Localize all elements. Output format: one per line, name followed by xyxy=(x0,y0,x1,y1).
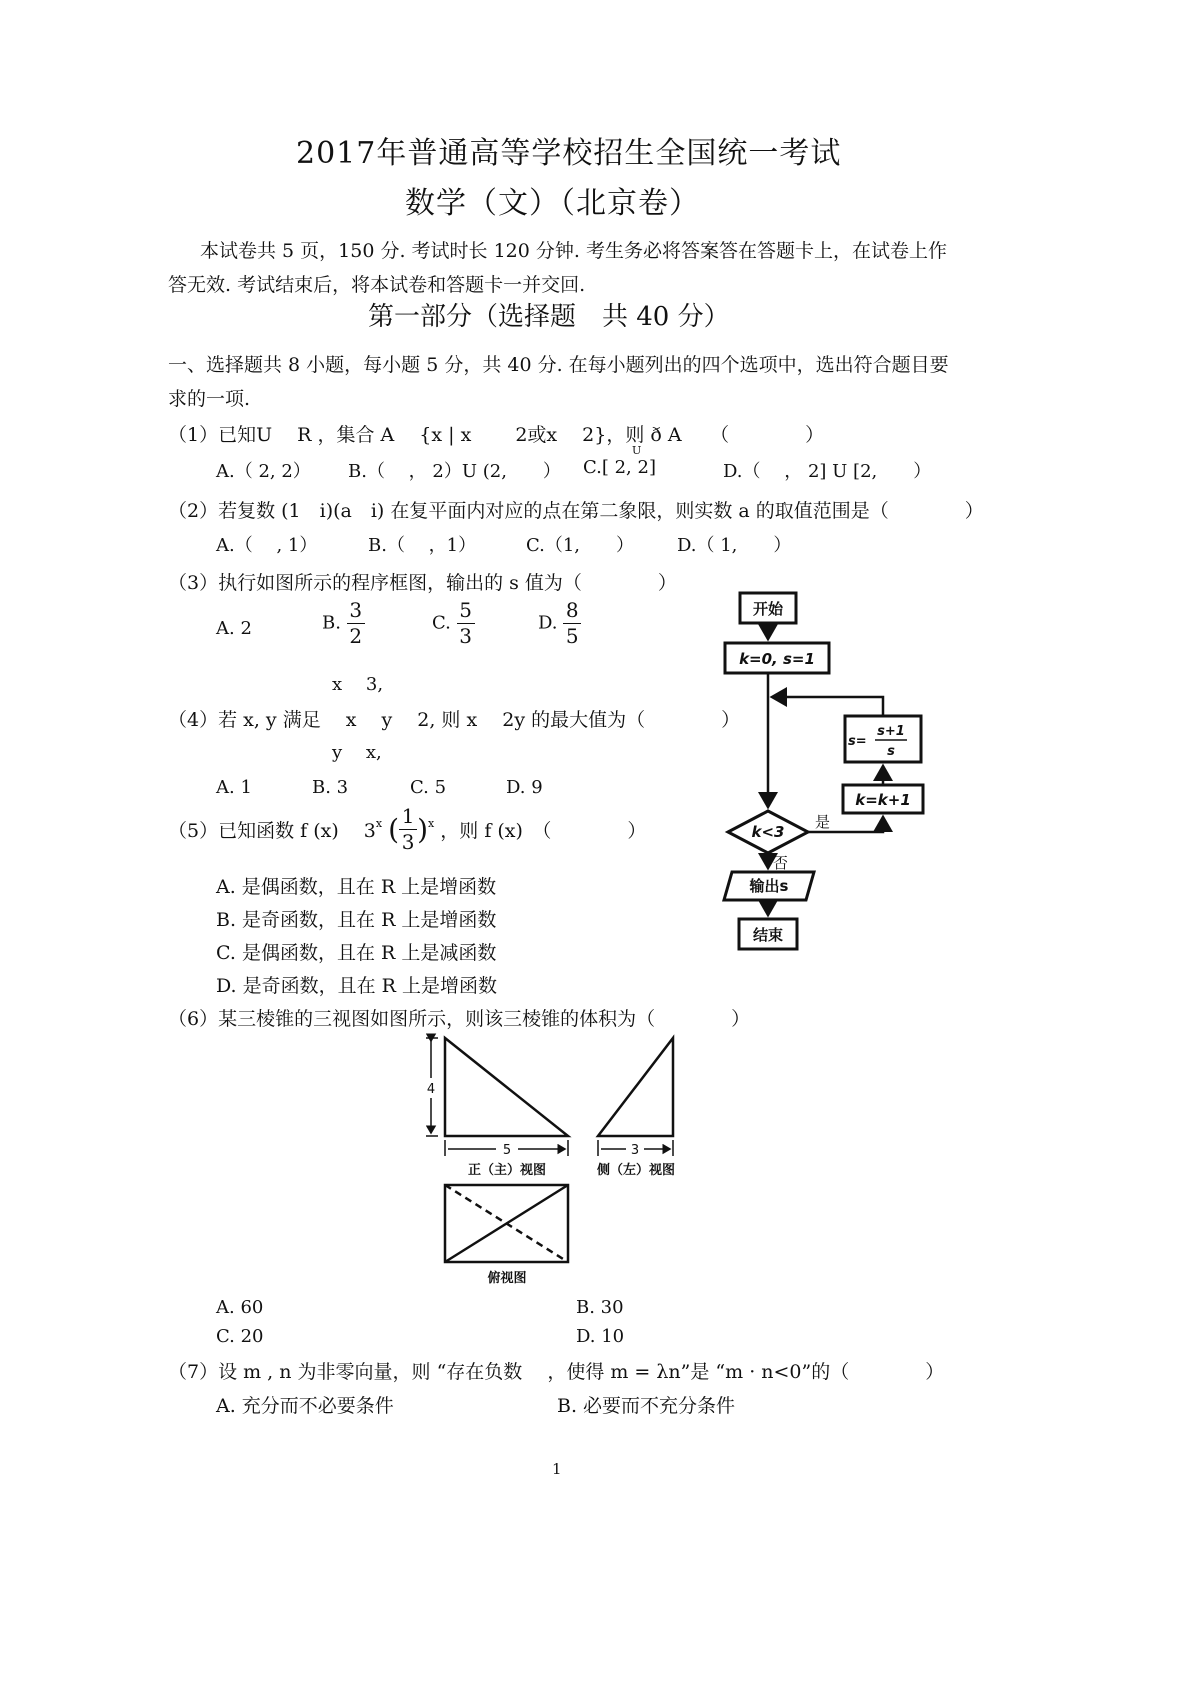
q5-stem: （5）已知函数 f (x) 3$^x$ ( $\frac{1}{3}$ )$^x$ ，则 f (x) （ ） xyxy=(168,804,647,854)
q5-fraction: $\frac{1}{3}$ xyxy=(399,806,417,853)
part1-intro-line-2: 求的一项. xyxy=(168,388,251,410)
q5-exponent-x-2: x xyxy=(428,817,435,831)
flowchart-end-label: 结束 xyxy=(752,926,784,944)
q7-option-a: A. 充分而不必要条件 xyxy=(216,1395,394,1417)
q4-option-d: D. 9 xyxy=(506,777,543,798)
q1-stem: （1）已知U R ，集合 A {x | x 2或x 2}，则 ð A （ ） xyxy=(168,424,825,446)
q2-option-d: D.（ 1, ） xyxy=(677,535,792,556)
flowchart-output-label: 输出s xyxy=(749,877,789,895)
part1-heading: 第一部分（选择题 共 40 分） xyxy=(368,302,730,332)
flowchart-no-label: 否 xyxy=(773,854,789,872)
q5-option-d: D. 是奇函数，且在 R 上是增函数 xyxy=(216,975,498,997)
q4-option-b: B. 3 xyxy=(312,777,349,798)
q3-option-c xyxy=(432,600,475,647)
q3-option-b-label: B. xyxy=(322,612,341,634)
top-view-label: 俯视图 xyxy=(487,1271,527,1286)
q7-stem: （7）设 m , n 为非零向量，则 “存在负数 ，使得 m = λn”是 “m · n<0”的（ ） xyxy=(168,1361,945,1383)
q7-option-b: B. 必要而不充分条件 xyxy=(557,1395,736,1417)
q5-exponent-x: x xyxy=(375,817,383,831)
flowchart-update-k-label: k=k+1 xyxy=(855,791,911,809)
q1-option-a: A.（ 2, 2） xyxy=(216,461,311,482)
q4-stem: （4）若 x, y 满足 x y 2, 则 x 2y 的最大值为（ ） xyxy=(168,709,741,731)
q3-option-c-fraction: $\frac{5}{3}$ xyxy=(457,600,475,647)
q3-option-b-fraction: $\frac{3}{2}$ xyxy=(347,600,365,647)
instructions-line-2: 答无效. 考试结束后，将本试卷和答题卡一并交回. xyxy=(168,274,586,296)
flowchart-yes-label: 是 xyxy=(815,813,831,831)
flowchart-init-label: k=0, s=1 xyxy=(739,650,815,668)
q4-constraint-1: x 3, xyxy=(332,674,384,695)
q5-stem-part-b: ，则 f (x) （ ） xyxy=(440,820,647,842)
q3-option-d-label: D. xyxy=(538,612,558,634)
flowchart-condition-label: k<3 xyxy=(751,823,785,841)
front-view-triangle xyxy=(445,1038,568,1136)
q4-option-c: C. 5 xyxy=(410,777,447,798)
side-view-triangle xyxy=(598,1038,673,1136)
q6-option-b: B. 30 xyxy=(576,1297,624,1318)
q5-option-c: C. 是偶函数，且在 R 上是减函数 xyxy=(216,942,497,964)
side-view-label: 侧（左）视图 xyxy=(596,1163,676,1178)
q4-constraint-3: y x, xyxy=(332,742,382,763)
q3-option-b xyxy=(322,600,365,647)
q3-option-a: A. 2 xyxy=(216,618,252,639)
side-width-dimension: 3 xyxy=(630,1143,640,1158)
instructions-line-1: 本试卷共 5 页，150 分. 考试时长 120 分钟. 考生务必将答案答在答题卡上，在试卷上作 xyxy=(200,240,947,262)
q5-option-a: A. 是偶函数，且在 R 上是增函数 xyxy=(216,876,497,898)
q2-option-a: A.（ , 1） xyxy=(216,535,318,556)
q6-option-d: D. 10 xyxy=(576,1326,625,1347)
q5-stem-part-a: （5）已知函数 f (x) 3 xyxy=(168,820,376,842)
q6-option-a: A. 60 xyxy=(216,1297,264,1318)
page-number: 1 xyxy=(552,1460,562,1478)
part1-intro-line-1: 一、选择题共 8 小题，每小题 5 分，共 40 分. 在每小题列出的四个选项中，选出符合题目要 xyxy=(168,354,949,376)
three-view-figure xyxy=(418,1032,688,1292)
q6-option-c: C. 20 xyxy=(216,1326,264,1347)
q3-stem: （3）执行如图所示的程序框图，输出的 s 值为（ ） xyxy=(168,572,677,594)
flowchart-update-s-denominator: s xyxy=(887,744,895,759)
q6-stem: （6）某三棱锥的三视图如图所示，则该三棱锥的体积为（ ） xyxy=(168,1008,751,1030)
q3-option-c-label: C. xyxy=(432,612,451,634)
front-width-dimension: 5 xyxy=(502,1143,512,1158)
flowchart-update-s-lhs: s= xyxy=(848,734,867,749)
q1-option-c: C.[ 2, 2] xyxy=(583,457,656,478)
front-view-label: 正（主）视图 xyxy=(467,1163,547,1178)
q2-stem: （2）若复数 (1 i)(a i) 在复平面内对应的点在第二象限，则实数 a 的取值范围是（ ） xyxy=(168,500,984,522)
q5-option-b: B. 是奇函数，且在 R 上是增函数 xyxy=(216,909,497,931)
q2-option-b: B.（ ，1） xyxy=(368,535,477,556)
q2-option-c: C.（1, ） xyxy=(526,535,635,556)
front-height-dimension: 4 xyxy=(426,1082,436,1097)
flowchart xyxy=(715,585,930,965)
exam-subtitle: 数学（文）（北京卷） xyxy=(405,186,700,221)
q3-option-d xyxy=(538,600,581,647)
exam-title: 2017年普通高等学校招生全国统一考试 xyxy=(296,136,842,171)
q1-complement-subscript: U xyxy=(632,444,642,457)
q3-option-d-fraction: $\frac{8}{5}$ xyxy=(563,600,581,647)
flowchart-update-s-numerator: s+1 xyxy=(877,724,905,739)
flowchart-start-label: 开始 xyxy=(752,600,784,618)
q1-option-d: D.（ ， 2] U [2, ） xyxy=(723,461,932,482)
q1-option-b: B.（ ， 2）U (2, ） xyxy=(348,461,561,482)
q4-option-a: A. 1 xyxy=(216,777,252,798)
